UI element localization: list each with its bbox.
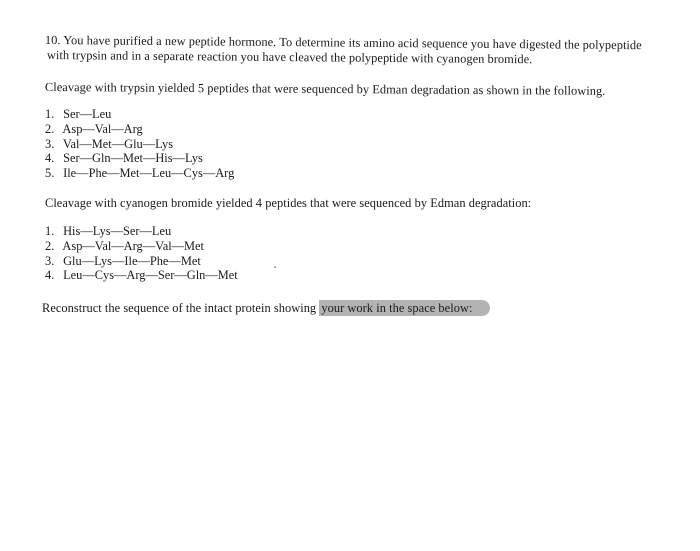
peptide-sequence: Glu—Lys—Ile—Phe—Met — [63, 253, 201, 268]
item-number: 2. — [45, 121, 55, 136]
list-item — [45, 239, 238, 254]
item-number: 4. — [45, 151, 55, 166]
question-intro-line-2: with trypsin and in a separate reaction you have cleaved the polypeptide with cyanogen bromide. — [46, 48, 533, 67]
peptide-sequence: Val—Met—Glu—Lys — [62, 136, 174, 151]
trypsin-heading: Cleavage with trypsin yielded 5 peptides that were sequenced by Edman degradation as shown in the following. — [44, 80, 606, 98]
peptide-sequence: His—Lys—Ser—Leu — [63, 224, 172, 238]
item-number: 3. — [45, 253, 55, 268]
cnbr-peptide-list — [45, 224, 238, 283]
list-item — [45, 268, 238, 283]
peptide-sequence: Asp—Val—Arg—Val—Met — [62, 238, 204, 253]
list-item — [45, 224, 238, 239]
item-number: 2. — [45, 238, 55, 253]
peptide-sequence: Leu—Cys—Arg—Ser—Gln—Met — [63, 268, 238, 283]
instruction-line — [42, 301, 490, 316]
peptide-sequence: Ser—Gln—Met—His—Lys — [63, 151, 203, 166]
item-number: 4. — [45, 268, 55, 283]
peptide-sequence: Asp—Val—Arg — [62, 121, 143, 136]
item-number: 5. — [45, 166, 55, 181]
list-item — [45, 151, 234, 166]
peptide-sequence: Ile—Phe—Met—Leu—Cys—Arg — [63, 166, 235, 181]
item-number: 1. — [45, 224, 55, 238]
list-item — [45, 254, 238, 269]
list-item — [45, 137, 234, 152]
question-intro-line-1: 10. You have purified a new peptide hormone. To determine its amino acid sequence you have digested the polypeptide — [44, 33, 642, 53]
item-number: 1. — [45, 107, 55, 121]
list-item — [45, 166, 234, 181]
trypsin-peptide-list — [45, 107, 234, 181]
cnbr-heading: Cleavage with cyanogen bromide yielded 4 peptides that were sequenced by Edman degradation: — [45, 196, 532, 210]
list-item — [45, 107, 234, 122]
peptide-sequence: Ser—Leu — [63, 107, 112, 121]
scan-speck — [274, 266, 276, 268]
highlighted-text: your work in the space below: — [319, 300, 490, 316]
item-number: 3. — [45, 136, 55, 151]
list-item — [45, 122, 234, 137]
instruction-text: Reconstruct the sequence of the intact protein showing — [42, 301, 320, 315]
